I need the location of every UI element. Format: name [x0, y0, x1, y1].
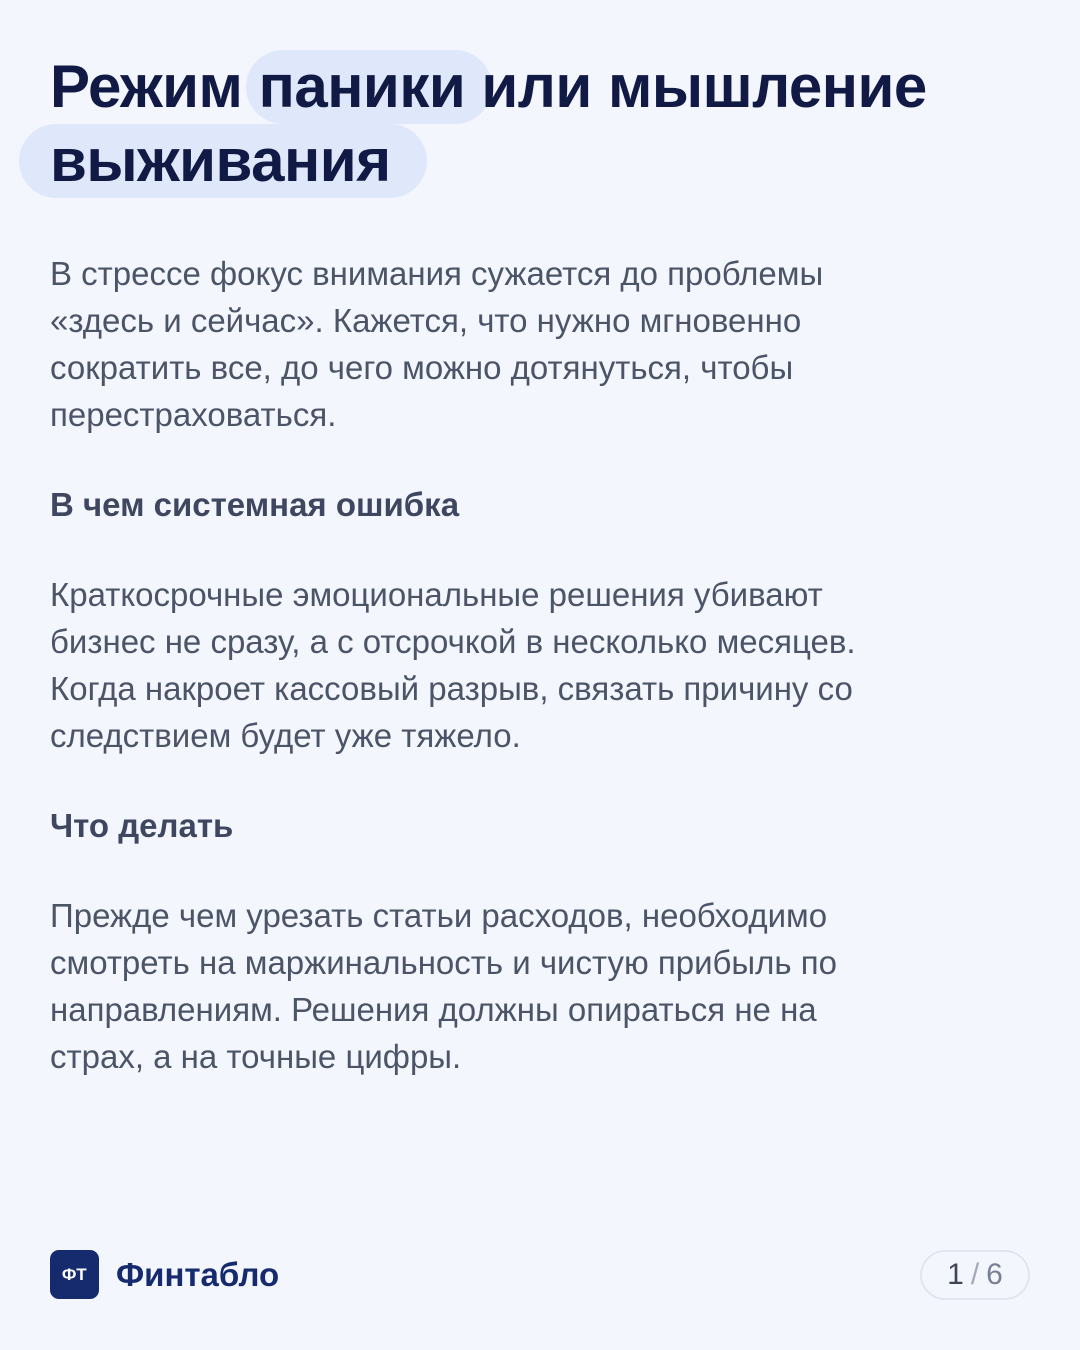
page-title-line-2: выживания — [50, 127, 391, 194]
intro-paragraph: В стрессе фокус внимания сужается до проблемы «здесь и сейчас». Кажется, что нужно мгновенно сократить все, до чего можно дотянуться, чтобы перестраховаться. — [50, 255, 824, 433]
title-block — [0, 0, 1080, 230]
section-heading-what-to-do: Что делать — [50, 807, 234, 844]
page-title-line-1: Режим паники или мышление — [50, 53, 927, 120]
section-heading-error: В чем системная ошибка — [50, 486, 460, 523]
brand-logo-icon: ФТ — [50, 1250, 99, 1299]
section-body-error: Краткосрочные эмоциональные решения убивают бизнес не сразу, а с отсрочкой в несколько месяцев. Когда накроет кассовый разрыв, связать причину со следствием будет уже тяжело. — [50, 576, 856, 754]
page-indicator — [920, 1250, 1030, 1300]
page-current: 1 — [947, 1258, 964, 1291]
main-content — [50, 250, 910, 1080]
page-total: 6 — [986, 1258, 1003, 1291]
page-separator: / — [970, 1258, 980, 1291]
section-body-what-to-do: Прежде чем урезать статьи расходов, необходимо смотреть на маржинальность и чистую прибыль по направлениям. Решения должны опираться не на страх, а на точные цифры. — [50, 897, 837, 1075]
brand-name: Финтабло — [116, 1256, 280, 1293]
